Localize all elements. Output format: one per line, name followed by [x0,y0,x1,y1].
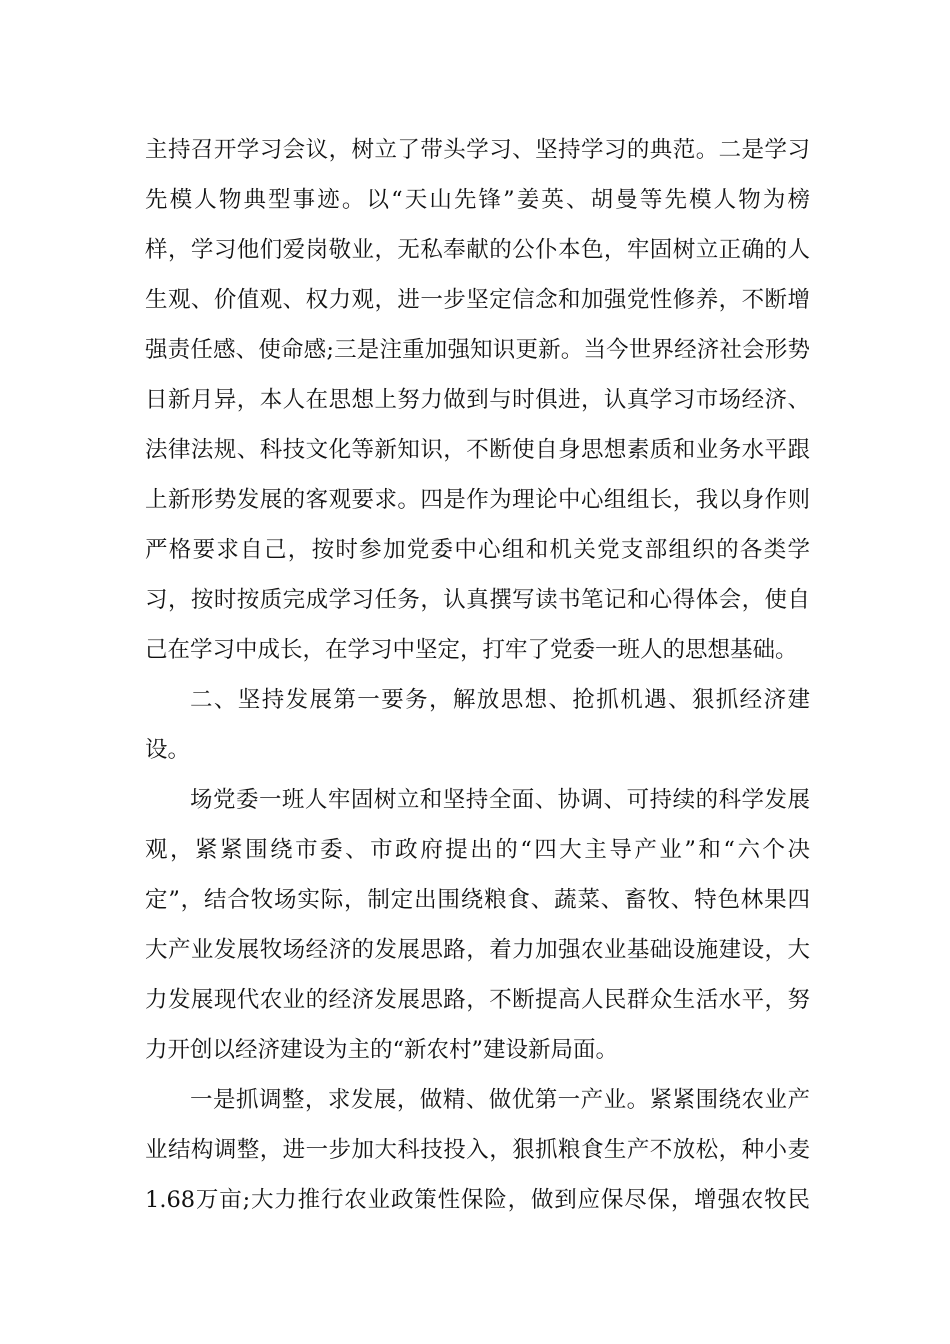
text-line: 法律法规、科技文化等新知识，不断使自身思想素质和业务水平跟 [145,437,810,463]
text-line: 观，紧紧围绕市委、市政府提出的“四大主导产业”和“六个决 [145,837,810,863]
text-line: 日新月异，本人在思想上努力做到与时俱进，认真学习市场经济、 [145,387,810,413]
text-line: 定”，结合牧场实际，制定出围绕粮食、蔬菜、畜牧、特色林果四 [145,887,810,913]
text-line: 生观、价值观、权力观，进一步坚定信念和加强党性修养，不断增 [145,287,810,313]
text-line: 强责任感、使命感;三是注重加强知识更新。当今世界经济社会形势 [145,337,810,363]
section-heading-line: 二、坚持发展第一要务，解放思想、抢抓机遇、狠抓经济建 [190,687,810,713]
text-line: 一是抓调整，求发展，做精、做优第一产业。紧紧围绕农业产 [190,1087,810,1113]
text-line: 习，按时按质完成学习任务，认真撰写读书笔记和心得体会，使自 [145,587,810,613]
text-line: 先模人物典型事迹。以“天山先锋”姜英、胡曼等先模人物为榜 [145,187,810,213]
text-line: 业结构调整，进一步加大科技投入，狠抓粮食生产不放松，种小麦 [145,1137,810,1163]
text-line: 上新形势发展的客观要求。四是作为理论中心组组长，我以身作则 [145,487,810,513]
text-line: 主持召开学习会议，树立了带头学习、坚持学习的典范。二是学习 [145,137,810,163]
text-line: 己在学习中成长，在学习中坚定，打牢了党委一班人的思想基础。 [145,637,798,663]
section-heading-line: 设。 [145,737,191,763]
text-line: 力开创以经济建设为主的“新农村”建设新局面。 [145,1037,619,1063]
text-line: 1.68万亩;大力推行农业政策性保险，做到应保尽保，增强农牧民 [145,1187,810,1213]
text-line: 场党委一班人牢固树立和坚持全面、协调、可持续的科学发展 [190,787,810,813]
text-line: 力发展现代农业的经济发展思路，不断提高人民群众生活水平，努 [145,987,810,1013]
text-line: 严格要求自己，按时参加党委中心组和机关党支部组织的各类学 [145,537,810,563]
text-line: 样，学习他们爱岗敬业，无私奉献的公仆本色，牢固树立正确的人 [145,237,810,263]
text-line: 大产业发展牧场经济的发展思路，着力加强农业基础设施建设，大 [145,937,810,963]
